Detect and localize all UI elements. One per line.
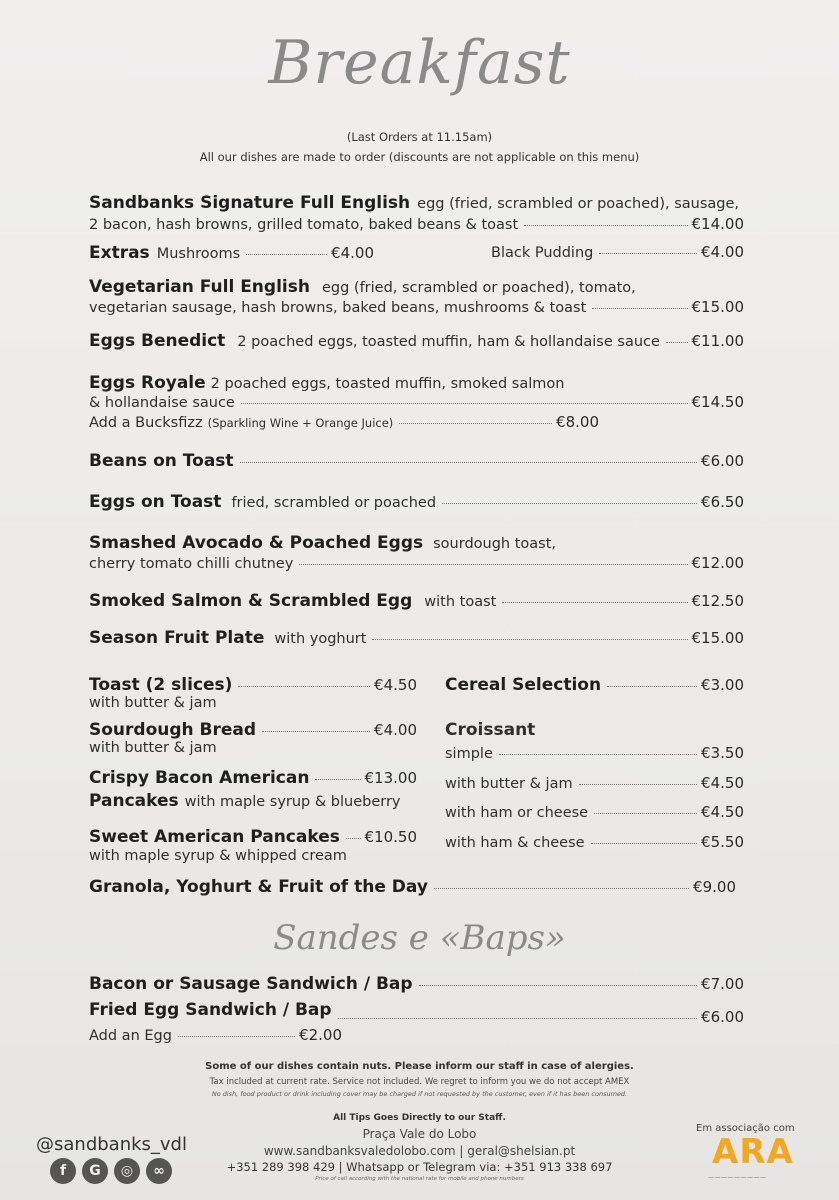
phone: +351 289 398 429 | Whatsapp or Telegram via: +351 913 338 697 <box>226 1160 613 1174</box>
leader-dots <box>346 838 361 839</box>
item-name: Eggs on Toast <box>89 492 222 512</box>
menu-item-eggs-on-toast <box>89 492 744 512</box>
menu-item-sweet-pancakes <box>89 827 417 847</box>
menu-item-full-english-line2 <box>89 215 744 233</box>
item-name: Season Fruit Plate <box>89 628 265 648</box>
menu-item-extras-black-pudding <box>491 243 744 261</box>
leader-dots <box>594 813 697 814</box>
item-name: Eggs Royale <box>89 373 206 393</box>
ara-logo: ARA <box>712 1132 794 1172</box>
leader-dots <box>238 686 370 687</box>
ara-logo-subtitle: ————————— <box>708 1174 767 1181</box>
item-desc: 2 poached eggs, toasted muffin, smoked salmon <box>210 376 565 392</box>
item-name: Extras <box>89 243 150 263</box>
menu-item-eggs-benedict <box>89 331 744 351</box>
menu-item-croissant: Croissant <box>445 720 536 740</box>
item-name: Toast (2 slices) <box>89 675 233 695</box>
facebook-icon[interactable]: f <box>50 1158 76 1184</box>
item-name: Smashed Avocado & Poached Eggs <box>89 533 424 553</box>
item-desc: egg (fried, scrambled or poached), sausage, <box>417 196 740 212</box>
menu-item-egg-sandwich <box>89 1000 744 1026</box>
menu-item-fruit-plate <box>89 628 744 648</box>
item-price: €10.50 <box>364 828 417 846</box>
option-label: simple <box>445 746 493 762</box>
item-desc: with maple syrup & whipped cream <box>89 848 347 864</box>
google-icon[interactable]: G <box>82 1158 108 1184</box>
leader-dots <box>442 503 697 504</box>
menu-item-bacon-pancakes-line2 <box>89 791 401 811</box>
item-price: €15.00 <box>691 298 744 316</box>
leader-dots <box>434 888 689 889</box>
menu-item-add-egg <box>89 1026 342 1044</box>
menu-item-cereal <box>445 675 744 695</box>
option-price: €4.50 <box>701 803 744 821</box>
item-desc: sourdough toast, <box>433 536 557 552</box>
item-name: Sourdough Bread <box>89 720 257 740</box>
item-desc: Mushrooms <box>156 246 241 262</box>
item-desc: Black Pudding <box>491 245 594 261</box>
association-label: Em associação com <box>696 1123 795 1134</box>
item-desc: cherry tomato chilli chutney <box>89 556 294 572</box>
item-desc: egg (fried, scrambled or poached), tomato, <box>321 280 636 296</box>
croissant-option <box>445 803 744 821</box>
item-desc: with yoghurt <box>274 631 367 647</box>
item-price: €4.00 <box>374 721 417 739</box>
leader-dots <box>315 779 360 780</box>
item-price: €2.00 <box>299 1026 342 1044</box>
item-desc: 2 poached eggs, toasted muffin, ham & hollandaise sauce <box>237 334 660 350</box>
croissant-option <box>445 833 744 851</box>
made-to-order-note: All our dishes are made to order (discounts are not applicable on this menu) <box>199 150 640 164</box>
item-price: €14.50 <box>691 393 744 411</box>
tax-note: Tax included at current rate. Service not included. We regret to inform you we do not accept AMEX <box>209 1077 630 1087</box>
instagram-icon[interactable]: ◎ <box>114 1158 140 1184</box>
cover-note: No dish, food product or drink including cover may be charged if not requested by the customer, even if it has been consumed. <box>211 1090 628 1098</box>
menu-item-eggs-royale <box>89 373 744 393</box>
item-desc: with butter & jam <box>89 740 217 756</box>
menu-item-smashed-avocado <box>89 533 744 553</box>
leader-dots <box>399 423 552 424</box>
item-price: €13.00 <box>364 769 417 787</box>
item-price: €6.50 <box>701 493 744 511</box>
item-name: Granola, Yoghurt & Fruit of the Day <box>89 877 428 897</box>
leader-dots <box>372 639 687 640</box>
social-handle: @sandbanks_vdl <box>36 1134 187 1155</box>
menu-item-vegetarian-english-line2 <box>89 298 744 316</box>
leader-dots <box>178 1036 295 1037</box>
menu-item-granola <box>89 877 736 897</box>
item-desc: fried, scrambled or poached <box>231 495 437 511</box>
item-price: €15.00 <box>691 629 744 647</box>
menu-item-eggs-royale-line2 <box>89 393 744 411</box>
option-label: with butter & jam <box>445 776 573 792</box>
menu-item-bacon-sandwich <box>89 974 744 994</box>
option-label: with ham & cheese <box>445 835 585 851</box>
item-price: €9.00 <box>693 878 736 896</box>
social-icons <box>50 1158 172 1184</box>
leader-dots <box>419 985 697 986</box>
item-desc: vegetarian sausage, hash browns, baked beans, mushrooms & toast <box>89 300 587 316</box>
item-name: Smoked Salmon & Scrambled Egg <box>89 591 413 611</box>
allergy-note: Some of our dishes contain nuts. Please inform our staff in case of alergies. <box>205 1061 634 1072</box>
menu-item-beans-on-toast <box>89 451 744 471</box>
leader-dots <box>299 564 687 565</box>
leader-dots <box>338 1018 697 1019</box>
menu-item-smashed-avocado-line2 <box>89 554 744 572</box>
item-desc: Add an Egg <box>89 1028 172 1044</box>
leader-dots <box>499 754 697 755</box>
address: Praça Vale do Lobo <box>362 1127 477 1141</box>
item-name: Sweet American Pancakes <box>89 827 340 847</box>
leader-dots <box>592 308 687 309</box>
item-price: €7.00 <box>701 975 744 993</box>
option-label: with ham or cheese <box>445 805 589 821</box>
item-price: €12.00 <box>691 554 744 572</box>
menu-item-sourdough <box>89 720 417 740</box>
item-price: €3.00 <box>701 676 744 694</box>
leader-dots <box>246 254 327 255</box>
menu-item-toast <box>89 675 417 695</box>
leader-dots <box>502 602 687 603</box>
leader-dots <box>666 342 688 343</box>
leader-dots <box>599 253 697 254</box>
item-name: Sandbanks Signature Full English <box>89 193 411 213</box>
menu-item-bacon-pancakes <box>89 768 417 788</box>
leader-dots <box>524 225 687 226</box>
leader-dots <box>579 784 697 785</box>
menu-item-smoked-salmon <box>89 591 744 611</box>
item-price: €6.00 <box>701 452 744 470</box>
call-rate-note: Price of call according with the national rate for mobile and phone numbers <box>315 1176 524 1182</box>
item-price: €11.00 <box>691 332 744 350</box>
addon-price: €8.00 <box>556 413 599 431</box>
option-price: €5.50 <box>701 833 744 851</box>
croissant-option <box>445 744 744 762</box>
item-name: Crispy Bacon American <box>89 768 310 788</box>
addon-label: Add a Bucksfizz <box>89 415 203 431</box>
option-price: €3.50 <box>701 744 744 762</box>
item-desc: with butter & jam <box>89 695 217 711</box>
menu-item-vegetarian-english <box>89 277 744 297</box>
item-price: €4.00 <box>331 244 374 262</box>
item-price: €4.50 <box>374 676 417 694</box>
addon-note: (Sparkling Wine + Orange Juice) <box>207 416 394 430</box>
item-price: €14.00 <box>691 215 744 233</box>
item-name: Bacon or Sausage Sandwich / Bap <box>89 974 413 994</box>
item-name: Fried Egg Sandwich / Bap <box>89 1000 332 1020</box>
tips-note: All Tips Goes Directly to our Staff. <box>333 1113 506 1123</box>
menu-item-bucksfizz <box>89 413 599 431</box>
leader-dots <box>591 843 697 844</box>
leader-dots <box>607 686 697 687</box>
item-price: €4.00 <box>701 243 744 261</box>
web-email: www.sandbanksvaledolobo.com | geral@shelsian.pt <box>263 1144 576 1158</box>
item-name: Pancakes <box>89 791 179 811</box>
option-price: €4.50 <box>701 774 744 792</box>
item-price: €6.00 <box>701 1008 744 1026</box>
tripadvisor-icon[interactable]: ∞ <box>146 1158 172 1184</box>
item-desc: & hollandaise sauce <box>89 395 235 411</box>
item-name: Cereal Selection <box>445 675 602 695</box>
menu-item-full-english <box>89 193 744 213</box>
item-name: Vegetarian Full English <box>89 277 310 297</box>
croissant-option <box>445 774 744 792</box>
item-desc: 2 bacon, hash browns, grilled tomato, baked beans & toast <box>89 217 519 233</box>
section-title-sandes: Sandes e «Baps» <box>273 918 566 958</box>
last-orders-note: (Last Orders at 11.15am) <box>346 130 493 144</box>
item-desc: with maple syrup & blueberry <box>184 794 401 810</box>
leader-dots <box>241 403 688 404</box>
page-title: Breakfast <box>268 28 571 98</box>
item-name: Beans on Toast <box>89 451 234 471</box>
leader-dots <box>262 731 370 732</box>
item-desc: with toast <box>424 594 497 610</box>
item-name: Eggs Benedict <box>89 331 226 351</box>
menu-item-extras-mushrooms <box>89 243 374 263</box>
leader-dots <box>240 462 698 463</box>
item-price: €12.50 <box>691 592 744 610</box>
